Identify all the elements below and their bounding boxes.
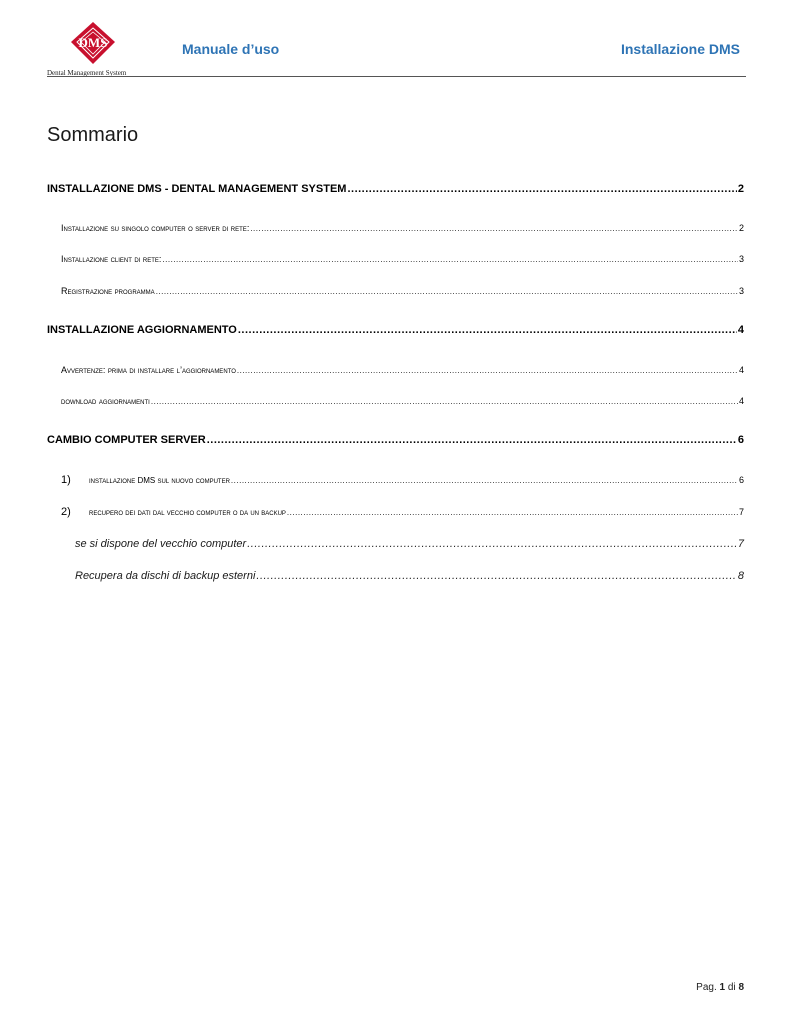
logo-text: DMS	[78, 35, 108, 50]
header-left-title: Manuale d’uso	[182, 41, 280, 57]
toc-entry-label: Installazione su singolo computer o server di rete:	[61, 223, 250, 233]
toc-entry-label: Recupera da dischi di backup esterni	[75, 570, 256, 582]
toc-leader	[347, 183, 736, 195]
toc-entry-vecchio-computer[interactable]	[75, 538, 744, 550]
logo-subtitle: Dental Management System	[47, 69, 127, 77]
toc-leader	[247, 538, 737, 550]
toc-entry-number: 2)	[61, 506, 71, 518]
toc-entry-label: download aggiornamenti	[61, 396, 150, 406]
toc-entry-installazione-singolo[interactable]	[61, 223, 744, 233]
toc-page-number: 4	[737, 324, 744, 336]
toc-entry-label: INSTALLAZIONE AGGIORNAMENTO	[47, 324, 237, 336]
toc-entry-label: INSTALLAZIONE DMS - DENTAL MANAGEMENT SYSTEM	[47, 183, 347, 195]
footer-separator: di	[727, 982, 736, 993]
toc-page-number: 7	[737, 538, 744, 550]
toc-entry-avvertenze[interactable]	[61, 365, 744, 375]
footer-prefix: Pag.	[696, 982, 717, 993]
toc-leader	[250, 224, 738, 233]
toc-entry-label: CAMBIO COMPUTER SERVER	[47, 434, 206, 446]
toc-page-number: 6	[737, 434, 744, 446]
toc-leader	[287, 508, 738, 517]
toc-entry-label: se si dispone del vecchio computer	[75, 538, 247, 550]
toc-page-number: 2	[737, 183, 744, 195]
toc-page-number: 3	[738, 254, 744, 264]
toc-page-number: 4	[738, 365, 744, 375]
toc-entry-label: Registrazione programma	[61, 286, 155, 296]
footer-total-pages: 8	[738, 982, 744, 993]
toc-leader	[162, 255, 738, 264]
page-footer	[696, 982, 744, 993]
toc-entry-label: Avvertenze: prima di installare l’aggiornamento	[61, 365, 236, 375]
toc-entry-label: recupero dei dati dal vecchio computer o da un backup	[89, 508, 286, 517]
toc-leader	[231, 476, 738, 485]
header-divider	[47, 76, 746, 77]
toc-entry-nuovo-computer[interactable]	[61, 474, 744, 486]
toc-entry-number: 1)	[61, 474, 71, 486]
toc-entry-label: installazione DMS sul nuovo computer	[89, 476, 230, 485]
header-right-title: Installazione DMS	[620, 41, 740, 57]
toc-leader	[256, 570, 736, 582]
toc-page-number: 4	[738, 396, 744, 406]
toc-leader	[156, 287, 738, 296]
footer-current-page: 1	[719, 982, 726, 993]
toc-page-number: 3	[738, 286, 744, 296]
toc-page-number: 2	[738, 223, 744, 233]
page-title: Sommario	[47, 124, 139, 146]
toc-page-number: 7	[738, 507, 744, 517]
toc-page-number: 6	[738, 475, 744, 485]
page-header	[0, 0, 791, 80]
toc-entry-dischi-backup[interactable]	[75, 570, 744, 582]
toc-entry-download[interactable]	[61, 396, 744, 406]
toc-leader	[151, 397, 738, 406]
toc-page-number: 8	[737, 570, 744, 582]
toc-entry-recupero-dati[interactable]	[61, 506, 744, 518]
toc-leader	[207, 434, 737, 446]
toc-leader	[237, 366, 738, 375]
toc-leader	[238, 324, 737, 336]
toc-entry-cambio-server[interactable]	[47, 434, 744, 446]
toc-entry-installazione-dms[interactable]	[47, 183, 744, 195]
toc-entry-installazione-client[interactable]	[61, 254, 744, 264]
toc-entry-registrazione[interactable]	[61, 286, 744, 296]
toc-entry-label: Installazione client di rete:	[61, 254, 162, 264]
toc-entry-aggiornamento[interactable]	[47, 324, 744, 336]
